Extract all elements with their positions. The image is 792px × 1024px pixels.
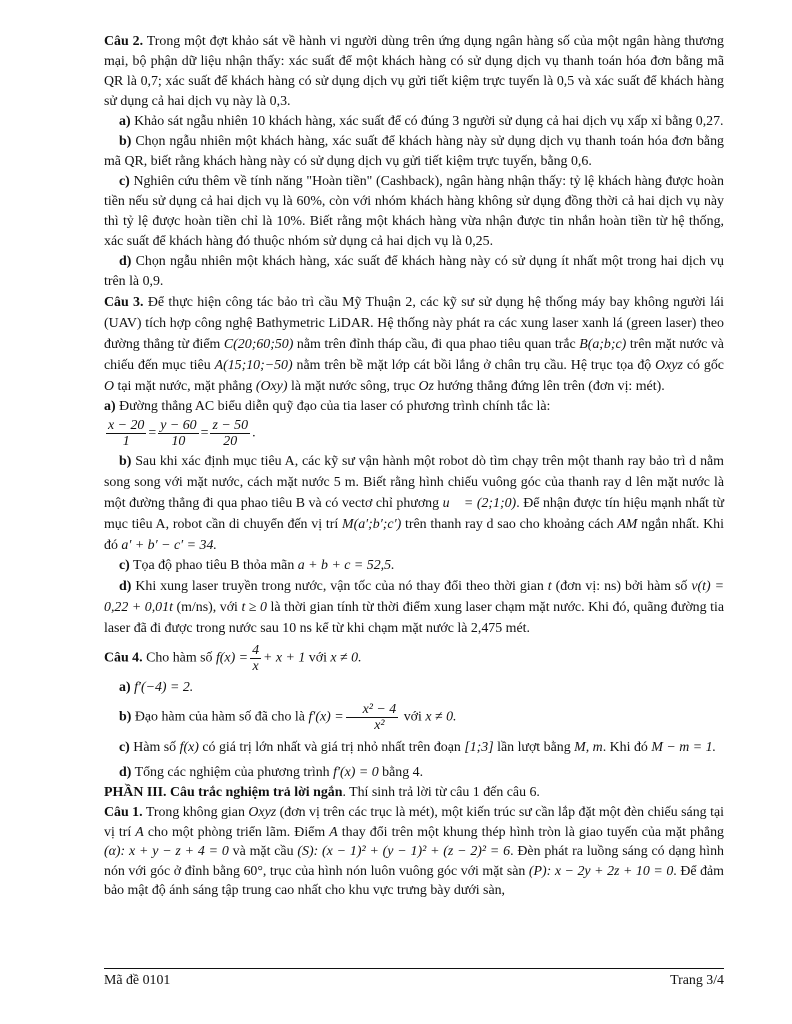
page-number: Trang 3/4 — [670, 973, 724, 988]
question-2-item-a: a) Khảo sát ngẫu nhiên 10 khách hàng, xác suất để có đúng 3 người sử dụng cả hai dịch vụ xấp xỉ bằng 0,27. — [119, 114, 724, 129]
exam-page — [104, 32, 724, 901]
fraction: $\frac{y - 60}{10}$ — [160, 418, 197, 449]
question-2-item-d: d) Chọn ngẫu nhiên một khách hàng, xác suất để khách hàng này có sử dụng ít nhất một trong hai dịch vụ trên là 0,9. — [104, 254, 724, 289]
fraction: $\frac{x - 20}{1}$ — [108, 418, 145, 449]
question-label: Câu 1. — [104, 805, 143, 820]
short-answer-question-1: Câu 1. Trong không gian Oxyz (đơn vị trên các trục là mét), một kiến trúc sư cần lắp đặt một đèn chiếu sáng tại vị trí A cho một phòng triển lãm. Điểm A thay đổi trên một khung thép hình tròn là giao tuyến của mặt phẳng (α): x + y − z + 4 = 0 và mặt cầu (S): (x − 1)² + (y − 1)² + (z − 2)² = 6. Đèn phát ra luồng sáng có dạng hình nón với góc ở đỉnh bằng 60°, trục của hình nón luôn vuông góc với mặt sàn (P): x − 2y + 2z + 10 = 0. Để đảm bảo mật độ ánh sáng tập trung cao nhất cho khu vực trưng bày dưới sàn, — [104, 805, 724, 898]
question-2-item-c: c) Nghiên cứu thêm về tính năng "Hoàn tiền" (Cashback), ngân hàng nhận thấy: tỷ lệ khách hàng được hoàn tiền nếu sử dụng cả hai dịch vụ là 60%, còn với nhóm khách hàng không sử dụng đồng thời cả hai dịch vụ này thì tỷ lệ được hoàn tiền chỉ là 10%. Biết rằng một khách hàng vừa nhận được tin nhắn hoàn tiền từ hệ thống, xác suất để khách hàng đó thuộc nhóm sử dụng cả hai dịch vụ là 0,25. — [104, 174, 724, 249]
question-4-item-b: b) Đạo hàm của hàm số đã cho là f′(x) = $\frac{\text{x² − 4}}{\text{x²}}$ với x ≠ 0. — [119, 702, 457, 733]
fraction: $\frac{\text{x² − 4}}{\text{x²}}$ — [346, 702, 399, 733]
question-label: Câu 2. — [104, 34, 144, 49]
question-3-stem: Câu 3. Để thực hiện công tác bảo trì cầu Mỹ Thuận 2, các kỹ sư sử dụng hệ thống máy bay không người lái (UAV) tích hợp công nghệ Bathymetric LiDAR. Hệ thống này phát ra các xung laser xanh lá (green laser) theo đường thẳng từ điểm C(20;60;50) nằm trên đỉnh tháp cầu, đi qua phao tiêu quan trắc B(a;b;c) trên mặt nước và chiếu đến mục tiêu A(15;10;−50) nằm trên bề mặt lớp cát bồi lắng ở chân trụ cầu. Hệ trục tọa độ Oxyz có gốc O tại mặt nước, mặt phẳng (Oxy) là mặt nước sông, trục Oz hướng thẳng đứng lên trên (đơn vị: mét). — [104, 295, 724, 394]
question-3-item-d: d) Khi xung laser truyền trong nước, vận tốc của nó thay đổi theo thời gian t (đơn vị: ns) bởi hàm số v(t) = 0,22 + 0,01t (m/ns), với t ≥ 0 là thời gian tính từ thời điểm xung laser chạm mặt nước. Khi đó, quãng đường tia laser đã đi được trong nước sau 10 ns kể từ khi chạm mặt nước là 2,475 mét. — [104, 579, 724, 636]
question-3-item-c: c) Tọa độ phao tiêu B thỏa mãn a + b + c = 52,5. — [119, 558, 395, 573]
question-4-item-c: c) Hàm số f(x) có giá trị lớn nhất và giá trị nhỏ nhất trên đoạn [1;3] lần lượt bằng M, m. Khi đó M − m = 1. — [119, 740, 716, 755]
question-4-item-d: d) Tổng các nghiệm của phương trình f′(x) = 0 bằng 4. — [119, 765, 424, 780]
question-2-item-b: b) Chọn ngẫu nhiên một khách hàng, xác suất để khách hàng này sử dụng dịch vụ thanh toán hóa đơn bằng mã QR, biết rằng khách hàng này có sử dụng dịch vụ gửi tiết kiệm trực tuyến, bằng 0,6. — [104, 134, 724, 169]
question-4-item-a: a) f′(−4) = 2. — [119, 680, 194, 695]
section-heading: PHẦN III. Câu trắc nghiệm trả lời ngắn. Thí sinh trả lời từ câu 1 đến câu 6. — [104, 785, 540, 800]
question-3-item-b: b) Sau khi xác định mục tiêu A, các kỹ sư vận hành một robot dò tìm chạy trên một thanh ray bảo trì d nằm song song với mặt nước, cách mặt nước 5 m. Biết rằng hình chiếu vuông góc của thanh ray d lên mặt nước là một đường thẳng đi qua phao tiêu B và có vectơ chỉ phương u⃗ = (2;1;0). Để nhận được tín hiệu mạnh nhất từ mục tiêu A, robot cần di chuyển đến vị trí M(a′;b′;c′) trên thanh ray d sao cho khoảng cách AM ngắn nhất. Khi đó a′ + b′ − c′ = 34. — [104, 454, 724, 553]
question-4-stem: Câu 4. Cho hàm số f(x) = $\frac{4}{x}$ + x + 1 với x ≠ 0. — [104, 643, 362, 674]
fraction: $\frac{4}{x}$ — [252, 643, 260, 674]
page-footer — [104, 968, 724, 989]
question-3-equation: $\frac{x - 20}{1}$ = $\frac{y - 60}{10}$ = $\frac{z - 50}{20}$ . — [108, 418, 256, 449]
question-2-stem: Câu 2. Trong một đợt khảo sát về hành vi người dùng trên ứng dụng ngân hàng số của một ngân hàng thương mại, bộ phận dữ liệu nhận thấy: xác suất để một khách hàng có sử dụng dịch vụ thanh toán hóa đơn bằng mã QR là 0,7; xác suất để khách hàng có sử dụng dịch vụ gửi tiết kiệm trực tuyến là 0,5 và xác suất để khách hàng sử dụng cả hai dịch vụ này là 0,3. — [104, 34, 724, 109]
question-3-item-a: a) Đường thẳng AC biểu diễn quỹ đạo của tia laser có phương trình chính tắc là: — [104, 399, 551, 414]
question-label: Câu 3. — [104, 295, 144, 310]
fraction: $\frac{z - 50}{20}$ — [212, 418, 249, 449]
question-label: Câu 4. — [104, 650, 143, 666]
exam-code: Mã đề 0101 — [104, 973, 171, 988]
